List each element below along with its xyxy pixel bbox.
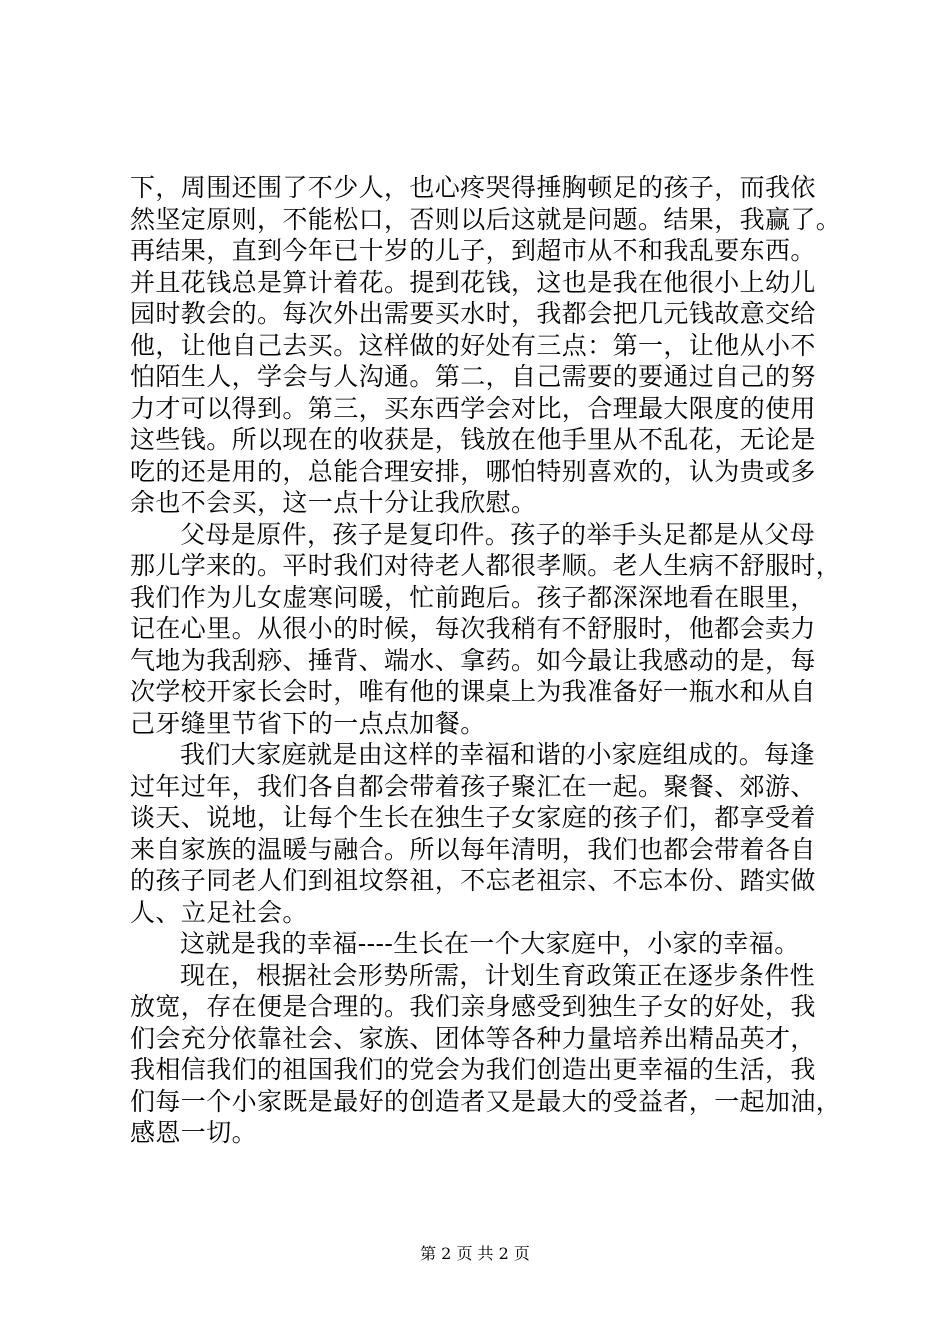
- text-line: 再结果，直到今年已十岁的儿子，到超市从不和我乱要东西。: [130, 236, 816, 265]
- text-line: 们会充分依靠社会、家族、团体等各种力量培养出精品英才，: [130, 1023, 816, 1053]
- text-line: 我们大家庭就是由这样的幸福和谐的小家庭组成的。每逢: [180, 740, 816, 769]
- text-line: 过年过年，我们各自都会带着孩子聚汇在一起。聚餐、郊游、: [130, 771, 816, 801]
- text-line: 这就是我的幸福----生长在一个大家庭中，小家的幸福。: [180, 929, 800, 958]
- text-line: 次学校开家长会时，唯有他的课桌上为我准备好一瓶水和从自: [130, 677, 816, 706]
- page-number: 第 2 页 共 2 页: [420, 1244, 530, 1263]
- text-line: 园时教会的。每次外出需要买水时，我都会把几元钱故意交给: [130, 299, 816, 328]
- text-line: 人、立足社会。: [130, 897, 308, 927]
- document-body: [130, 172, 842, 1149]
- page-footer: [0, 1244, 950, 1264]
- text-line: 力才可以得到。第三，买东西学会对比，合理最大限度的使用: [130, 393, 816, 423]
- text-line: 放宽，存在便是合理的。我们亲身感受到独生子女的好处，我: [130, 992, 816, 1021]
- paragraph: [130, 519, 842, 740]
- text-line: 那儿学来的。平时我们对待老人都很孝顺。老人生病不舒服时，: [130, 551, 842, 580]
- text-line: 吃的还是用的，总能合理安排，哪怕特别喜欢的，认为贵或多: [130, 456, 816, 486]
- text-line: 们每一个小家既是最好的创造者又是最大的受益者，一起加油，: [130, 1086, 842, 1116]
- paragraph: [130, 172, 842, 519]
- text-line: 来自家族的温暖与融合。所以每年清明，我们也都会带着各自: [130, 834, 816, 864]
- text-line: 余也不会买，这一点十分让我欣慰。: [130, 488, 537, 517]
- text-line: 记在心里。从很小的时候，每次我稍有不舒服时，他都会卖力: [130, 614, 816, 643]
- text-line: 谈天、说地，让每个生长在独生子女家庭的孩子们，都享受着: [130, 803, 816, 832]
- text-line: 我相信我们的祖国我们的党会为我们创造出更幸福的生活，我: [130, 1055, 816, 1084]
- paragraph: [130, 960, 842, 1149]
- text-line: 感恩一切。: [130, 1118, 258, 1147]
- text-line: 我们作为儿女虚寒问暖，忙前跑后。孩子都深深地看在眼里，: [130, 582, 816, 612]
- text-line: 父母是原件，孩子是复印件。孩子的举手头足都是从父母: [180, 519, 816, 549]
- text-line: 然坚定原则，不能松口，否则以后这就是问题。结果，我赢了。: [130, 204, 842, 234]
- text-line: 下，周围还围了不少人，也心疼哭得捶胸顿足的孩子，而我依: [130, 173, 816, 202]
- text-line: 己牙缝里节省下的一点点加餐。: [130, 708, 486, 738]
- text-line: 气地为我刮痧、捶背、端水、拿药。如今最让我感动的是，每: [130, 645, 816, 675]
- paragraph: [130, 928, 830, 960]
- text-line: 并且花钱总是算计着花。提到花钱，这也是我在他很小上幼儿: [130, 267, 816, 297]
- text-line: 现在，根据社会形势所需，计划生育政策正在逐步条件性: [180, 960, 816, 990]
- text-line: 这些钱。所以现在的收获是，钱放在他手里从不乱花，无论是: [130, 425, 816, 454]
- text-line: 怕陌生人，学会与人沟通。第二，自己需要的要通过自己的努: [130, 362, 816, 391]
- paragraph: [130, 739, 830, 928]
- text-line: 他，让他自己去买。这样做的好处有三点：第一，让他从小不: [130, 330, 816, 360]
- text-line: 的孩子同老人们到祖坟祭祖，不忘老祖宗、不忘本份、踏实做: [130, 866, 816, 895]
